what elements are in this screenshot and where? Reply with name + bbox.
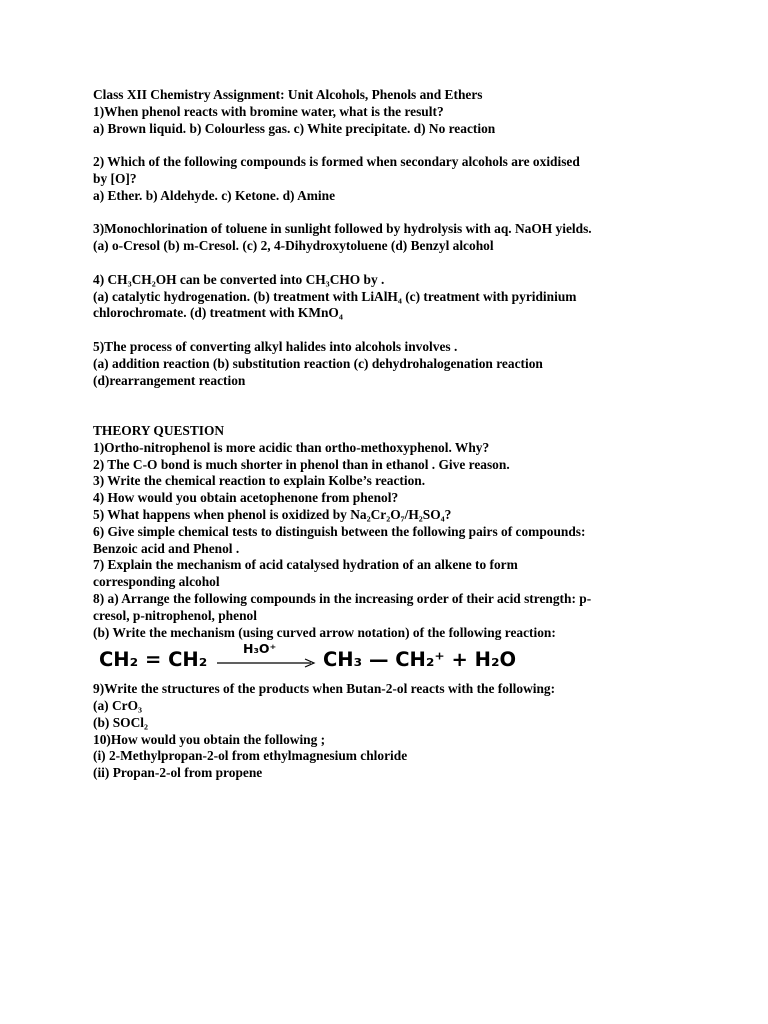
document-body bbox=[93, 87, 683, 782]
theory-q8a-line2: cresol, p-nitrophenol, phenol bbox=[93, 607, 257, 623]
theory-q1: 1)Ortho-nitrophenol is more acidic than ortho-methoxyphenol. Why? bbox=[93, 439, 490, 455]
theory-q2: 2) The C-O bond is much shorter in phenol than in ethanol . Give reason. bbox=[93, 456, 510, 472]
mcq-4-options-line2: chlorochromate. (d) treatment with KMnO₄ bbox=[93, 305, 343, 321]
theory-q10ii: (ii) Propan-2-ol from propene bbox=[93, 765, 263, 781]
theory-q4: 4) How would you obtain acetophenone from phenol? bbox=[93, 490, 399, 506]
mcq-4-question: 4) CH₃CH₂OH can be converted into CH₃CHO by . bbox=[93, 271, 385, 287]
theory-q8a-line1: 8) a) Arrange the following compounds in the increasing order of their acid strength: p- bbox=[93, 590, 592, 606]
mcq-1-options: a) Brown liquid. b) Colourless gas. c) White precipitate. d) No reaction bbox=[93, 120, 496, 136]
theory-q10i: (i) 2-Methylpropan-2-ol from ethylmagnesium chloride bbox=[93, 748, 408, 764]
theory-q9a: (a) CrO₃ bbox=[93, 698, 143, 714]
mcq-3-options: (a) o-Cresol (b) m-Cresol. (c) 2, 4-Dihydroxytoluene (d) Benzyl alcohol bbox=[93, 238, 494, 254]
theory-q8b: (b) Write the mechanism (using curved arrow notation) of the following reaction: bbox=[93, 624, 556, 640]
mcq-5-question: 5)The process of converting alkyl halides into alcohols involves . bbox=[93, 338, 458, 354]
theory-q6-line1: 6) Give simple chemical tests to distinguish between the following pairs of compounds: bbox=[93, 523, 586, 539]
mcq-2-question-line2: by [O]? bbox=[93, 170, 137, 186]
reaction-products: CH₃ — CH₂⁺ + H₂O bbox=[323, 648, 517, 672]
theory-q9b: (b) SOCl₂ bbox=[93, 714, 148, 730]
reaction-equation bbox=[99, 643, 683, 681]
theory-q5: 5) What happens when phenol is oxidized by Na₂Cr₂O₇/H₂SO₄? bbox=[93, 506, 452, 522]
theory-q6-line2: Benzoic acid and Phenol . bbox=[93, 540, 240, 556]
mcq-5-options-line2: (d)rearrangement reaction bbox=[93, 372, 246, 388]
mcq-5-options-line1: (a) addition reaction (b) substitution reaction (c) dehydrohalogenation reaction bbox=[93, 355, 543, 371]
mcq-4-options-line1: (a) catalytic hydrogenation. (b) treatment with LiAlH₄ (c) treatment with pyridinium bbox=[93, 288, 577, 304]
theory-q3: 3) Write the chemical reaction to explain Kolbe’s reaction. bbox=[93, 473, 426, 489]
reaction-catalyst: H₃O⁺ bbox=[243, 641, 277, 657]
document-title: Class XII Chemistry Assignment: Unit Alcohols, Phenols and Ethers bbox=[93, 87, 483, 102]
mcq-3-question: 3)Monochlorination of toluene in sunlight followed by hydrolysis with aq. NaOH yields. bbox=[93, 221, 592, 237]
mcq-2-options: a) Ether. b) Aldehyde. c) Ketone. d) Amine bbox=[93, 187, 336, 203]
mcq-2-question-line1: 2) Which of the following compounds is formed when secondary alcohols are oxidised bbox=[93, 154, 580, 170]
theory-q9: 9)Write the structures of the products when Butan-2-ol reacts with the following: bbox=[93, 681, 556, 697]
reaction-arrow-icon bbox=[217, 643, 317, 673]
mcq-1-question: 1)When phenol reacts with bromine water, what is the result? bbox=[93, 103, 444, 119]
theory-q10: 10)How would you obtain the following ; bbox=[93, 731, 326, 747]
theory-heading: THEORY QUESTION bbox=[93, 422, 225, 438]
theory-q7-line1: 7) Explain the mechanism of acid catalysed hydration of an alkene to form bbox=[93, 557, 518, 573]
theory-q7-line2: corresponding alcohol bbox=[93, 574, 220, 590]
reaction-reactant: CH₂ = CH₂ bbox=[99, 648, 208, 672]
